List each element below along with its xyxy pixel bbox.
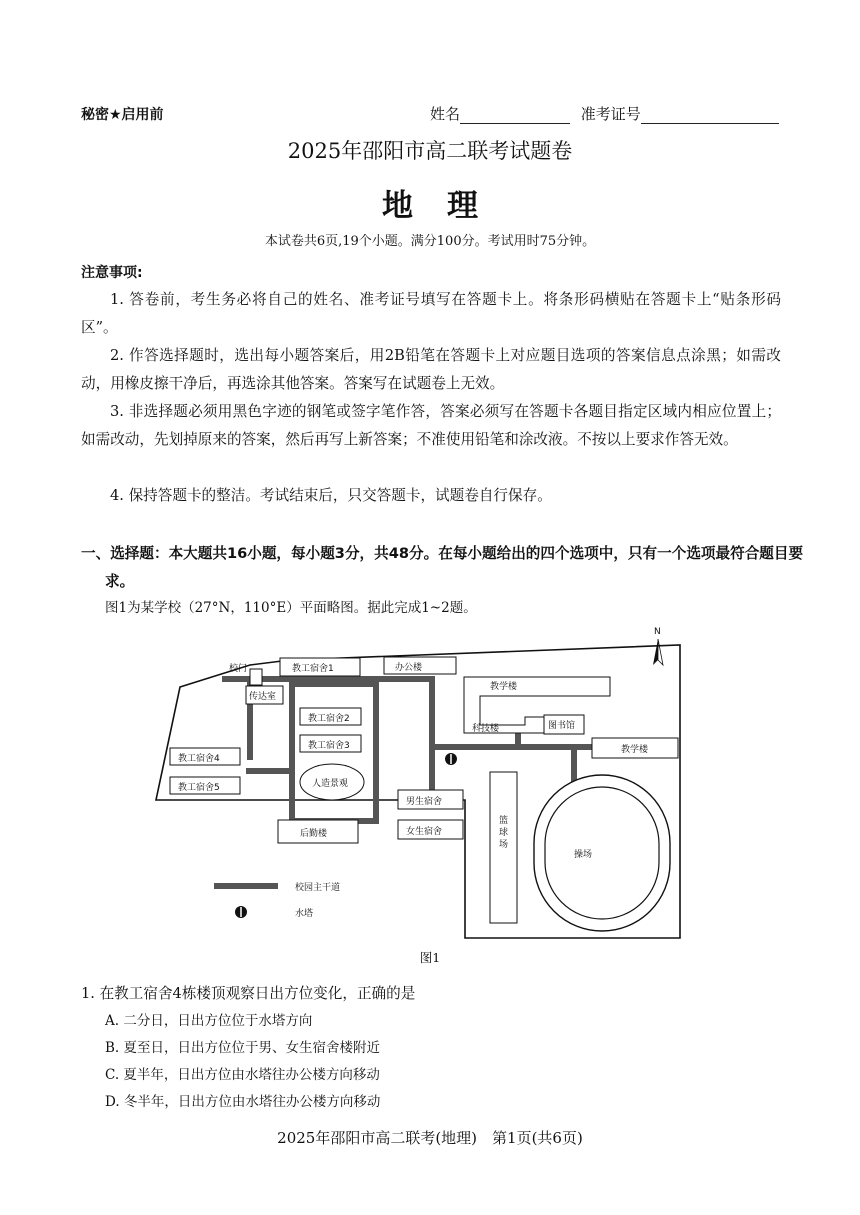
basketball-label-1: 篮: [499, 816, 509, 826]
basketball-label-3: 场: [499, 840, 509, 850]
staff-dorm-2-label: 教工宿舍2: [308, 714, 350, 724]
gate-post: [250, 669, 262, 685]
legend-road-label: 校园主干道: [295, 883, 341, 893]
name-label: 姓名: [430, 105, 461, 123]
option-d: D. 冬半年，日出方位由水塔往办公楼方向移动: [105, 1094, 381, 1110]
notice-item: 1. 答卷前，考生务必将自己的姓名、准考证号填写在答题卡上。将条形码横贴在答题卡上“贴条形码区”。: [81, 291, 781, 336]
staff-dorm-5-label: 教工宿舍5: [178, 783, 220, 793]
id-label: 准考证号: [580, 105, 641, 123]
office-label: 办公楼: [395, 663, 423, 673]
figure-caption: 图1: [419, 950, 441, 965]
map-legend: [214, 881, 340, 919]
teaching-building-1-label: 教学楼: [490, 682, 518, 692]
exam-info: 本试卷共6页,19个小题。满分100分。考试用时75分钟。: [264, 234, 596, 249]
landscape-label: 人造景观: [312, 779, 349, 789]
guardroom-label: 传达室: [249, 692, 277, 702]
water-tower: [445, 753, 457, 765]
option-c: C. 夏半年，日出方位由水塔往办公楼方向移动: [105, 1067, 380, 1083]
teaching-building-2-label: 教学楼: [621, 745, 649, 755]
subject-title: 地理: [382, 188, 512, 224]
notice-item: 2. 作答选择题时，选出每小题答案后，用2B铅笔在答题卡上对应题目选项的答案信息点涂黑；如需改动，用橡皮擦干净后，再选涂其他答案。答案写在试题卷上无效。: [81, 347, 781, 392]
library-label: 图书馆: [548, 721, 576, 731]
secret-mark: 秘密★启用前: [81, 107, 164, 123]
notice-item: 3. 非选择题必须用黑色字迹的钢笔或签字笔作答，答案必须写在答题卡各题目指定区域内相应位置上；如需改动，先划掉原来的答案，然后再写上新答案；不准使用铅笔和涂改液。不按以上要求作答无效。: [81, 403, 781, 448]
figure-intro: 图1为某学校（27°N，110°E）平面略图。据此完成1~2题。: [105, 600, 477, 616]
page-footer: 2025年邵阳市高二联考(地理) 第1页(共6页): [277, 1129, 583, 1147]
basketball-label-2: 球: [499, 828, 509, 838]
exam-title: 2025年邵阳市高二联考试题卷: [287, 139, 573, 163]
notice-heading: 注意事项:: [81, 265, 143, 281]
section-heading: 一、选择题：本大题共16小题，每小题3分，共48分。在每小题给出的四个选项中，只有一个选项最符合题目要求。: [81, 545, 804, 590]
staff-dorm-4-label: 教工宿舍4: [178, 754, 220, 764]
staff-dorm-1-label: 教工宿舍1: [292, 664, 334, 674]
gate-label: 校门: [229, 664, 248, 674]
staff-dorm-3-label: 教工宿舍3: [308, 741, 350, 751]
id-field[interactable]: [641, 107, 779, 124]
option-a: A. 二分日，日出方位位于水塔方向: [105, 1013, 313, 1029]
notice-item: 4. 保持答题卡的整洁。考试结束后，只交答题卡，试题卷自行保存。: [110, 487, 552, 504]
legend-tower-label: 水塔: [295, 909, 314, 919]
boys-dorm-label: 男生宿舍: [406, 797, 443, 807]
school-map: [150, 625, 710, 945]
candidate-info: [430, 103, 779, 124]
logistics-label: 后勤楼: [300, 829, 328, 839]
sci-building-label: 科技楼: [472, 724, 500, 734]
playground-inner: [545, 787, 659, 919]
name-field[interactable]: [460, 107, 570, 124]
question-stem: 1. 在教工宿舍4栋楼顶观察日出方位变化，正确的是: [81, 985, 416, 1002]
girls-dorm-label: 女生宿舍: [406, 827, 443, 837]
playground-label: 操场: [574, 850, 593, 860]
option-b: B. 夏至日，日出方位位于男、女生宿舍楼附近: [105, 1040, 381, 1056]
north-label: N: [654, 627, 661, 637]
